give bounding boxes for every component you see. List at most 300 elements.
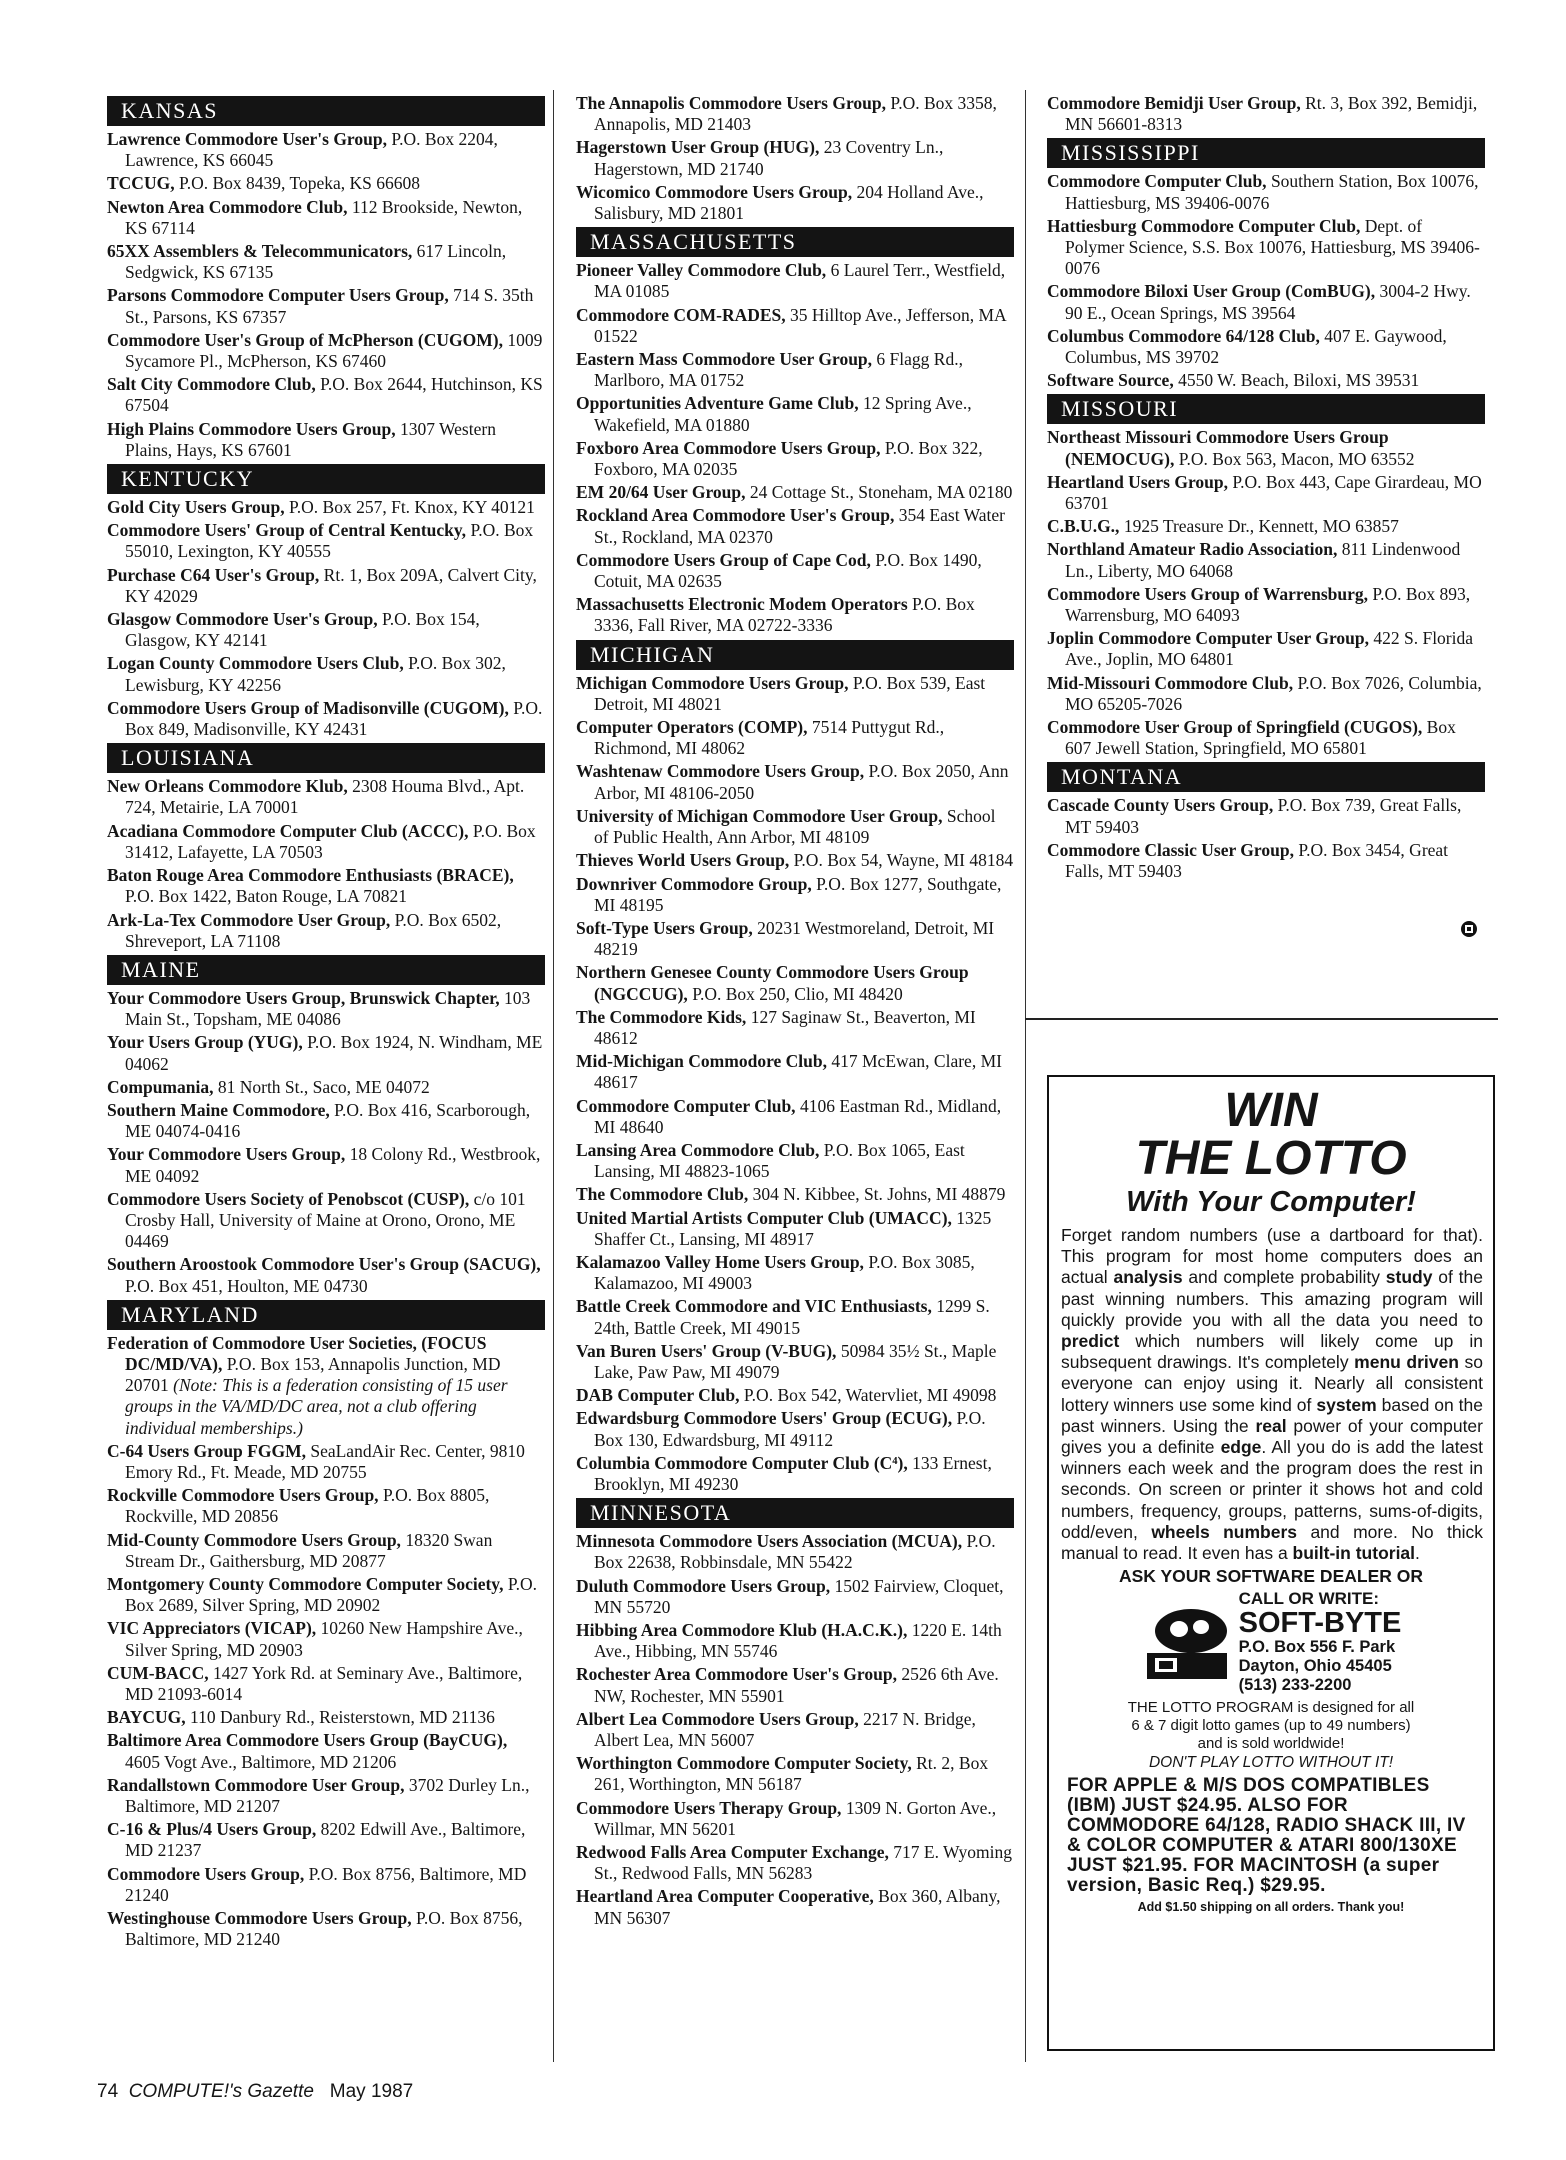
state-heading: MAINE <box>107 955 545 985</box>
club-name: Foxboro Area Commodore Users Group, <box>576 437 881 458</box>
club-name: Pioneer Valley Commodore Club, <box>576 260 827 281</box>
club-entry <box>107 285 545 327</box>
club-address: 617 Lincoln, Sedgwick, KS 67135 <box>125 241 507 283</box>
club-address: 6 Laurel Terr., Westfield, MA 01085 <box>594 260 1006 302</box>
club-entry <box>107 609 545 651</box>
club-address: Box 360, Albany, MN 56307 <box>594 1886 1001 1928</box>
club-entry <box>576 1208 1014 1250</box>
club-name: Baltimore Area Commodore Users Group (BayCUG), <box>107 1730 508 1751</box>
club-name: Commodore Users' Group of Central Kentucky, <box>107 520 467 541</box>
club-address: 422 S. Florida Ave., Joplin, MO 64801 <box>1065 628 1474 670</box>
club-name: Montgomery County Commodore Computer Society, <box>107 1573 504 1594</box>
ad-emphasis: real <box>1255 1415 1287 1436</box>
club-name: C-16 & Plus/4 Users Group, <box>107 1819 317 1840</box>
ad-text: and more. No thick manual to read. It even has a <box>1061 1521 1484 1564</box>
club-address: P.O. Box 153, Annapolis Junction, MD 20701 <box>125 1353 501 1396</box>
club-address: P.O. Box 322, Foxboro, MA 02035 <box>594 437 983 480</box>
ad-text: which numbers will likely come up in subsequent drawings. It's completely <box>1061 1331 1483 1373</box>
ad-note-1: THE LOTTO PROGRAM is designed for all <box>1127 1699 1415 1717</box>
club-name: Southern Aroostook Commodore User's Group (SACUG), <box>107 1254 541 1275</box>
club-entry <box>576 1051 1014 1093</box>
club-address: 4605 Vogt Ave., Baltimore, MD 21206 <box>125 1751 397 1772</box>
club-address: P.O. Box 2050, Ann Arbor, MI 48106-2050 <box>594 761 1009 803</box>
club-name: Commodore Classic User Group, <box>1047 839 1294 860</box>
ad-note-2: 6 & 7 digit lotto games (up to 49 numbers) <box>1131 1717 1411 1735</box>
club-address: 2526 6th Ave. NW, Rochester, MN 55901 <box>594 1664 999 1706</box>
club-name: The Commodore Kids, <box>576 1006 747 1027</box>
club-entry <box>576 482 1014 503</box>
club-name: Software Source, <box>1047 370 1174 391</box>
ad-slogan: DON'T PLAY LOTTO WITHOUT IT! <box>1148 1754 1394 1772</box>
club-entry <box>107 1441 545 1483</box>
club-address: 133 Ernest, Brooklyn, MI 49230 <box>594 1452 992 1494</box>
club-entry <box>576 594 1014 636</box>
club-entry <box>1047 840 1485 882</box>
club-entry <box>576 673 1014 715</box>
club-entry <box>107 374 545 416</box>
club-name: Your Users Group (YUG), <box>107 1032 303 1053</box>
club-entry <box>1047 472 1485 514</box>
club-address: P.O. Box 893, Warrensburg, MO 64093 <box>1065 583 1471 626</box>
club-entry <box>576 874 1014 916</box>
ad-emphasis: built-in tutorial <box>1292 1543 1416 1564</box>
issue-date: May 1987 <box>329 2081 414 2102</box>
club-entry <box>107 197 545 239</box>
club-address: P.O. Box 31412, Lafayette, LA 70503 <box>125 820 536 862</box>
club-name: Van Buren Users' Group (V-BUG), <box>576 1340 837 1361</box>
club-address: 2217 N. Bridge, Albert Lea, MN 56007 <box>594 1708 976 1751</box>
club-entry <box>576 1007 1014 1049</box>
club-address: P.O. Box 250, Clio, MI 48420 <box>692 983 903 1004</box>
club-name: Computer Operators (COMP), <box>576 717 808 738</box>
club-address: 8202 Edwill Ave., Baltimore, MD 21237 <box>125 1819 526 1861</box>
club-name: Westinghouse Commodore Users Group, <box>107 1908 412 1929</box>
club-entry <box>1047 216 1485 280</box>
club-name: Acadiana Commodore Computer Club (ACCC), <box>107 820 469 841</box>
club-address: 1299 S. 24th, Battle Creek, MI 49015 <box>594 1296 990 1338</box>
club-name: C-64 Users Group FGGM, <box>107 1440 306 1461</box>
club-address: 714 S. 35th St., Parsons, KS 67357 <box>125 285 534 327</box>
club-entry <box>576 1576 1014 1618</box>
club-address: 12 Spring Ave., Wakefield, MA 01880 <box>594 393 972 435</box>
club-entry <box>576 1296 1014 1338</box>
club-name: Purchase C64 User's Group, <box>107 564 320 585</box>
club-address: P.O. Box 8439, Topeka, KS 66608 <box>178 173 420 194</box>
state-heading: MICHIGAN <box>576 640 1014 670</box>
club-name: Baton Rouge Area Commodore Enthusiasts (BRACE), <box>107 865 514 886</box>
club-entry <box>576 1453 1014 1495</box>
club-address: c/o 101 Crosby Hall, University of Maine at Orono, Orono, ME 04469 <box>125 1188 526 1252</box>
club-address: Rt. 2, Box 261, Worthington, MN 56187 <box>594 1753 989 1795</box>
club-address: P.O. Box 2644, Hutchinson, KS 67504 <box>125 374 543 416</box>
club-entry <box>576 1753 1014 1795</box>
ad-text: and complete probability <box>1182 1267 1386 1288</box>
club-entry <box>107 1189 545 1253</box>
club-entry <box>576 393 1014 435</box>
club-entry <box>576 1408 1014 1450</box>
club-entry <box>1047 584 1485 626</box>
club-address: P.O. Box 7026, Columbia, MO 65205-7026 <box>1065 672 1482 714</box>
club-address: 7514 Puttygut Rd., Richmond, MI 48062 <box>594 717 945 759</box>
club-address: P.O. Box 22638, Robbinsdale, MN 55422 <box>594 1531 996 1573</box>
club-address: 18 Colony Rd., Westbrook, ME 04092 <box>125 1144 541 1186</box>
club-entry <box>107 1819 545 1861</box>
club-entry <box>576 1184 1014 1205</box>
club-name: VIC Appreciators (VICAP), <box>107 1618 317 1639</box>
page-number: 74 <box>97 2081 119 2102</box>
club-name: Commodore COM-RADES, <box>576 304 786 325</box>
column-divider <box>1025 90 1026 2062</box>
club-name: Your Commodore Users Group, <box>107 1144 346 1165</box>
ad-emphasis: analysis <box>1113 1267 1183 1288</box>
club-name: Soft-Type Users Group, <box>576 917 753 938</box>
club-entry <box>576 918 1014 960</box>
club-address: 354 East Water St., Rockland, MA 02370 <box>594 505 1005 547</box>
company-name: SOFT-BYTE <box>1238 1607 1402 1640</box>
club-address: 1307 Western Plains, Hays, KS 67601 <box>125 418 496 460</box>
club-name: Thieves World Users Group, <box>576 850 790 871</box>
ad-shipping: Add $1.50 shipping on all orders. Thank you! <box>1137 1900 1405 1915</box>
club-entry <box>576 349 1014 391</box>
club-entry <box>576 1385 1014 1406</box>
club-address: Southern Station, Box 10076, Hattiesburg, MS 39406-0076 <box>1065 171 1479 213</box>
club-entry <box>107 497 545 518</box>
ad-ask-dealer: ASK YOUR SOFTWARE DEALER OR <box>1118 1566 1423 1587</box>
ad-text: . <box>1415 1543 1420 1564</box>
club-entry <box>576 1620 1014 1662</box>
club-name: DAB Computer Club, <box>576 1385 740 1406</box>
club-address: 417 McEwan, Clare, MI 48617 <box>594 1051 1002 1093</box>
club-name: Minnesota Commodore Users Association (MCUA), <box>576 1531 963 1552</box>
ad-emphasis: study <box>1385 1267 1433 1288</box>
column-divider <box>553 90 554 2062</box>
club-name: Heartland Users Group, <box>1047 471 1228 492</box>
club-name: Hagerstown User Group (HUG), <box>576 137 820 158</box>
page-footer <box>97 2081 413 2103</box>
club-address: 1427 York Rd. at Seminary Ave., Baltimore, MD 21093-6014 <box>125 1662 523 1704</box>
club-entry <box>576 1140 1014 1182</box>
club-entry <box>576 806 1014 848</box>
club-name: Michigan Commodore Users Group, <box>576 672 849 693</box>
club-entry <box>1047 427 1485 469</box>
club-note: (Note: This is a federation consisting of 15 user groups in the VA/MD/DC area, not a club offering individual memberships.) <box>125 1375 508 1438</box>
club-entry <box>576 1341 1014 1383</box>
column-3 <box>1047 93 1485 884</box>
club-name: The Commodore Club, <box>576 1184 749 1205</box>
club-address: P.O. Box 8756, Baltimore, MD 21240 <box>125 1863 527 1905</box>
club-name: Massachusetts Electronic Modem Operators <box>576 594 908 615</box>
club-entry <box>107 1775 545 1817</box>
club-name: Commodore Computer Club, <box>576 1095 796 1116</box>
contact-text <box>1239 1589 1402 1695</box>
club-address: P.O. Box 54, Wayne, MI 48184 <box>793 850 1014 871</box>
club-name: Joplin Commodore Computer User Group, <box>1047 628 1369 649</box>
club-name: Lawrence Commodore User's Group, <box>107 129 387 149</box>
club-address: School of Public Health, Ann Arbor, MI 48109 <box>594 805 996 848</box>
state-heading: LOUISIANA <box>107 743 545 773</box>
club-name: Commodore Biloxi User Group (ComBUG), <box>1047 281 1376 302</box>
club-name: Hibbing Area Commodore Klub (H.A.C.K.), <box>576 1620 908 1640</box>
phone-number: (513) 233-2200 <box>1238 1676 1352 1695</box>
club-entry <box>1047 717 1485 759</box>
club-entry <box>576 505 1014 547</box>
club-address: P.O. Box 2204, Lawrence, KS 66045 <box>125 129 498 171</box>
club-name: Edwardsburg Commodore Users' Group (ECUG), <box>576 1408 953 1429</box>
state-heading: KANSAS <box>107 96 545 126</box>
state-heading: MISSISSIPPI <box>1047 138 1485 168</box>
club-entry <box>107 1663 545 1705</box>
ad-text: . All you do is add the latest winners each week and the program does the rest in seconds. On screen or printer it shows hot and cold numbers, frequency, groups, patterns, sums-of-digits, odd/even, <box>1061 1437 1483 1542</box>
club-address: P.O. Box 739, Great Falls, MT 59403 <box>1065 795 1462 837</box>
club-address: 4106 Eastman Rd., Midland, MI 48640 <box>594 1095 1002 1137</box>
club-name: Northland Amateur Radio Association, <box>1047 539 1338 560</box>
club-entry <box>576 1252 1014 1294</box>
club-name: Washtenaw Commodore Users Group, <box>576 761 865 782</box>
ad-contact-block <box>1049 1589 1493 1695</box>
club-address: P.O. Box 1924, N. Windham, ME 04062 <box>125 1032 543 1074</box>
club-address: 1309 N. Gorton Ave., Willmar, MN 56201 <box>594 1797 997 1839</box>
club-address: 717 E. Wyoming St., Redwood Falls, MN 56283 <box>594 1842 1012 1884</box>
club-address: 407 E. Gaywood, Columbus, MS 39702 <box>1065 325 1447 368</box>
ad-emphasis: predict <box>1061 1331 1120 1352</box>
club-entry <box>107 1618 545 1660</box>
club-address: P.O. Box 55010, Lexington, KY 40555 <box>125 520 534 562</box>
club-entry <box>1047 539 1485 581</box>
club-address: 2308 Houma Blvd., Apt. 724, Metairie, LA 70001 <box>125 776 525 818</box>
club-entry <box>576 137 1014 179</box>
club-address: P.O. Box 257, Ft. Knox, KY 40121 <box>288 497 535 518</box>
club-entry <box>107 241 545 283</box>
club-address: P.O. Box 563, Macon, MO 63552 <box>1178 448 1415 469</box>
club-name: Rockville Commodore Users Group, <box>107 1485 379 1506</box>
club-name: High Plains Commodore Users Group, <box>107 418 396 439</box>
club-address: 112 Brookside, Newton, KS 67114 <box>125 196 523 238</box>
club-address: P.O. Box 302, Lewisburg, KY 42256 <box>125 653 506 695</box>
club-address: 3702 Durley Ln., Baltimore, MD 21207 <box>125 1774 530 1817</box>
state-heading: MISSOURI <box>1047 394 1485 424</box>
club-name: Ark-La-Tex Commodore User Group, <box>107 909 391 930</box>
club-entry <box>1047 628 1485 670</box>
club-entry <box>576 962 1014 1004</box>
club-address: P.O. Box 3358, Annapolis, MD 21403 <box>594 93 997 135</box>
club-name: Hattiesburg Commodore Computer Club, <box>1047 215 1361 236</box>
club-name: Commodore Users Therapy Group, <box>576 1797 842 1818</box>
club-address: P.O. Box 849, Madisonville, KY 42431 <box>125 697 543 740</box>
ad-title-lotto: THE LOTTO <box>1135 1132 1407 1185</box>
club-name: Mid-County Commodore Users Group, <box>107 1529 401 1550</box>
club-name: Cascade County Users Group, <box>1047 795 1274 816</box>
club-address: SeaLandAir Rec. Center, 9810 Emory Rd., Ft. Meade, MD 20755 <box>125 1440 525 1482</box>
club-name: Worthington Commodore Computer Society, <box>576 1753 912 1774</box>
club-name: Northeast Missouri Commodore Users Group (NEMOCUG), <box>1047 427 1389 469</box>
club-entry <box>576 182 1014 224</box>
club-entry <box>107 1333 545 1439</box>
club-entry <box>1047 326 1485 368</box>
club-name: Wicomico Commodore Users Group, <box>576 181 853 202</box>
club-address: 204 Holland Ave., Salisbury, MD 21801 <box>594 181 984 224</box>
club-entry <box>1047 93 1485 135</box>
club-name: Commodore Users Society of Penobscot (CUSP), <box>107 1188 470 1209</box>
club-name: Columbia Commodore Computer Club (C⁴), <box>576 1452 908 1473</box>
club-name: Commodore Bemidji User Group, <box>1047 93 1301 113</box>
ad-emphasis: wheels numbers <box>1151 1521 1298 1542</box>
club-entry <box>576 93 1014 135</box>
club-entry <box>1047 673 1485 715</box>
club-name: Federation of Commodore User Societies, (FOCUS DC/MD/VA), <box>107 1332 487 1374</box>
club-address: P.O. Box 416, Scarborough, ME 04074-0416 <box>125 1099 531 1142</box>
lotto-advertisement <box>1047 1075 1495 2051</box>
club-entry <box>107 1032 545 1074</box>
club-name: Glasgow Commodore User's Group, <box>107 609 378 630</box>
club-name: New Orleans Commodore Klub, <box>107 776 348 797</box>
club-address: 18320 Swan Stream Dr., Gaithersburg, MD 20877 <box>125 1529 493 1571</box>
club-address: 20231 Westmoreland, Detroit, MI 48219 <box>594 917 995 960</box>
club-entry <box>107 910 545 952</box>
club-entry <box>1047 370 1485 391</box>
club-name: Mid-Missouri Commodore Club, <box>1047 672 1294 693</box>
club-address: 103 Main St., Topsham, ME 04086 <box>125 987 531 1030</box>
club-name: Commodore User Group of Springfield (CUGOS), <box>1047 717 1423 738</box>
ad-body-text <box>1049 1219 1493 1564</box>
club-address: P.O. Box 1422, Baton Rouge, LA 70821 <box>125 886 407 907</box>
ad-subtitle: With Your Computer! <box>1126 1186 1416 1218</box>
club-entry <box>107 565 545 607</box>
club-address: 1925 Treasure Dr., Kennett, MO 63857 <box>1123 516 1399 537</box>
club-address: 1220 E. 14th Ave., Hibbing, MN 55746 <box>594 1620 1002 1662</box>
club-entry <box>107 1864 545 1906</box>
club-address: P.O. Box 1490, Cotuit, MA 02635 <box>594 549 982 592</box>
club-name: Rochester Area Commodore User's Group, <box>576 1664 897 1685</box>
ad-note-3: and is sold worldwide! <box>1197 1735 1345 1753</box>
club-entry <box>1047 516 1485 537</box>
club-name: CUM-BACC, <box>107 1662 209 1683</box>
club-entry <box>1047 281 1485 323</box>
club-name: Gold City Users Group, <box>107 497 285 518</box>
club-address: Rt. 3, Box 392, Bemidji, MN 56601-8313 <box>1065 93 1478 135</box>
club-entry <box>576 438 1014 480</box>
call-or-write: CALL OR WRITE: <box>1238 1589 1380 1609</box>
club-entry <box>107 1077 545 1098</box>
club-entry <box>107 821 545 863</box>
club-entry <box>576 1664 1014 1706</box>
club-name: Commodore User's Group of McPherson (CUGOM), <box>107 329 503 350</box>
club-name: United Martial Artists Computer Club (UMACC), <box>576 1207 952 1228</box>
ad-text: power of your computer gives you a definite <box>1061 1415 1483 1458</box>
club-address: P.O. Box 539, East Detroit, MI 48021 <box>594 672 986 714</box>
club-address: Box 607 Jewell Station, Springfield, MO 65801 <box>1065 717 1456 759</box>
club-name: Compumania, <box>107 1076 214 1097</box>
club-entry <box>107 988 545 1030</box>
club-name: Commodore Computer Club, <box>1047 171 1267 192</box>
ad-text: Forget random numbers (use a dartboard for that). This program for most home computers does an actual <box>1061 1225 1483 1288</box>
club-address: 304 N. Kibbee, St. Johns, MI 48879 <box>752 1184 1006 1205</box>
club-entry <box>576 1709 1014 1751</box>
ad-emphasis: system <box>1316 1394 1377 1415</box>
club-entry <box>576 1531 1014 1573</box>
state-heading: KENTUCKY <box>107 464 545 494</box>
club-name: Mid-Michigan Commodore Club, <box>576 1051 827 1072</box>
club-entry <box>107 1254 545 1296</box>
club-address: 127 Saginaw St., Beaverton, MI 48612 <box>594 1006 976 1048</box>
club-entry <box>107 129 545 171</box>
club-name: Commodore Users Group of Madisonville (CUGOM), <box>107 697 509 718</box>
section-divider <box>1025 1018 1498 1020</box>
club-entry <box>576 1842 1014 1884</box>
state-heading: MONTANA <box>1047 762 1485 792</box>
club-entry <box>1047 171 1485 213</box>
club-name: Newton Area Commodore Club, <box>107 196 348 217</box>
column-2 <box>576 93 1014 1931</box>
ad-text: based on the past winners. Using the <box>1061 1394 1484 1436</box>
club-name: Downriver Commodore Group, <box>576 873 812 894</box>
club-address: 50984 35½ St., Maple Lake, Paw Paw, MI 49079 <box>594 1340 997 1382</box>
club-entry <box>107 520 545 562</box>
club-name: The Annapolis Commodore Users Group, <box>576 93 887 113</box>
club-entry <box>107 173 545 194</box>
club-name: Northern Genesee County Commodore Users Group (NGCCUG), <box>576 962 969 1004</box>
club-name: 65XX Assemblers & Telecommunicators, <box>107 241 413 262</box>
column-1 <box>107 93 545 1952</box>
club-name: TCCUG, <box>107 173 175 194</box>
soft-byte-logo-icon <box>1141 1603 1229 1681</box>
state-heading: MASSACHUSETTS <box>576 227 1014 257</box>
club-address: 6 Flagg Rd., Marlboro, MA 01752 <box>594 349 963 391</box>
club-address: Dept. of Polymer Science, S.S. Box 10076, Hattiesburg, MS 39406-0076 <box>1065 215 1480 279</box>
club-entry <box>107 419 545 461</box>
club-entry <box>107 1485 545 1527</box>
club-name: Commodore Users Group, <box>107 1863 305 1884</box>
club-address: 10260 New Hampshire Ave., Silver Spring, MD 20903 <box>125 1618 523 1660</box>
club-entry <box>107 1530 545 1572</box>
club-name: Logan County Commodore Users Club, <box>107 653 404 674</box>
address-line-1: P.O. Box 556 F. Park <box>1238 1638 1396 1657</box>
club-entry <box>576 1096 1014 1138</box>
club-name: Kalamazoo Valley Home Users Group, <box>576 1251 864 1272</box>
club-address: 35 Hilltop Ave., Jefferson, MA 01522 <box>594 304 1006 346</box>
club-address: P.O. Box 443, Cape Girardeau, MO 63701 <box>1065 471 1482 514</box>
club-name: C.B.U.G., <box>1047 516 1120 537</box>
club-address: 3004-2 Hwy. 90 E., Ocean Springs, MS 39564 <box>1065 281 1471 323</box>
ad-text: so everyone can enjoy using it. Nearly all consistent lottery winners use some kind of <box>1061 1352 1483 1415</box>
club-address: 1325 Shaffer Ct., Lansing, MI 48917 <box>594 1207 992 1249</box>
club-address: 110 Danbury Rd., Reisterstown, MD 21136 <box>189 1707 495 1728</box>
club-address: P.O. Box 3085, Kalamazoo, MI 49003 <box>594 1251 975 1294</box>
club-address: 81 North St., Saco, ME 04072 <box>217 1076 430 1097</box>
club-entry <box>107 1100 545 1142</box>
club-address: P.O. Box 6502, Shreveport, LA 71108 <box>125 909 502 951</box>
club-entry <box>576 1798 1014 1840</box>
address-line-2: Dayton, Ohio 45405 <box>1238 1657 1392 1676</box>
club-entry <box>107 865 545 907</box>
club-name: Lansing Area Commodore Club, <box>576 1139 820 1160</box>
ad-prices: FOR APPLE & M/S DOS COMPATIBLES (IBM) JUST $24.95. ALSO FOR COMMODORE 64/128, RADIO SHACK III, IV & COLOR COMPUTER & ATARI 800/130XE JUST $21.95. FOR MACINTOSH (a super version, Basic Req.) $29.95. <box>1067 1775 1466 1897</box>
club-name: Albert Lea Commodore Users Group, <box>576 1708 859 1729</box>
club-address: 4550 W. Beach, Biloxi, MS 39531 <box>1178 370 1420 391</box>
club-address: P.O. Box 130, Edwardsburg, MI 49112 <box>594 1408 986 1450</box>
end-mark-icon <box>1460 920 1478 938</box>
club-address: 24 Cottage St., Stoneham, MA 02180 <box>749 482 1013 503</box>
club-entry <box>107 1908 545 1950</box>
club-name: Parsons Commodore Computer Users Group, <box>107 285 449 306</box>
club-name: Randallstown Commodore User Group, <box>107 1774 405 1795</box>
club-name: BAYCUG, <box>107 1707 186 1728</box>
ad-emphasis: edge <box>1220 1437 1262 1458</box>
club-name: Salt City Commodore Club, <box>107 374 316 395</box>
club-address: P.O. Box 451, Houlton, ME 04730 <box>125 1275 368 1296</box>
club-address: P.O. Box 2689, Silver Spring, MD 20902 <box>125 1573 538 1616</box>
club-address: 1009 Sycamore Pl., McPherson, KS 67460 <box>125 329 543 372</box>
club-address: 811 Lindenwood Ln., Liberty, MO 64068 <box>1065 539 1461 581</box>
